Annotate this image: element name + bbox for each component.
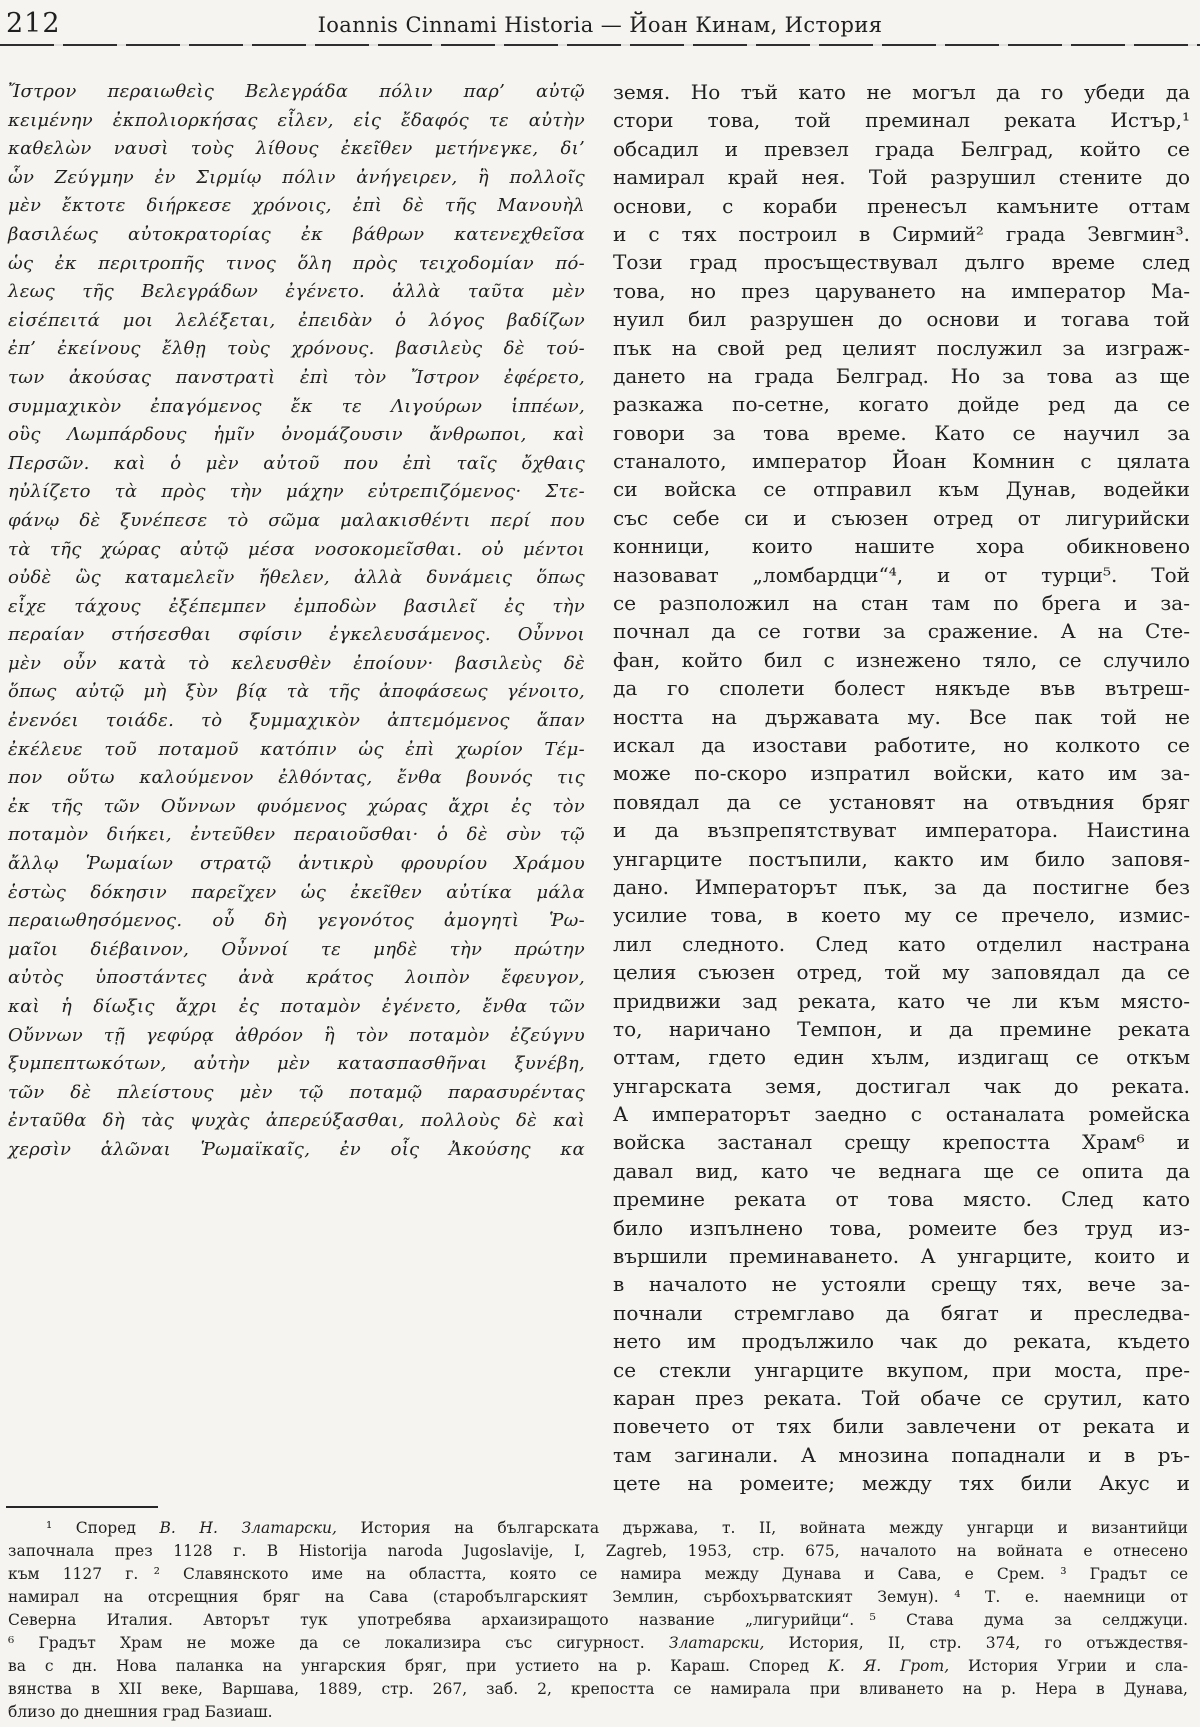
bulgarian-text-line: придвижи зад реката, като че ли към място- xyxy=(613,988,1190,1013)
bulgarian-text-line: станалото, император Йоан Комнин с цялата xyxy=(613,449,1190,474)
bulgarian-text-line: войска застанал срещу крепостта Храм⁶ и xyxy=(613,1130,1190,1155)
plain-text: към 1127 г. ² Славянското име на областта, която се намира между Дунава и Сава, е Срем. ³ Градът се xyxy=(8,1565,1188,1583)
greek-text-line: Οὔννων τῇ γεφύρᾳ ἀθρόον ἣ τὸν ποταμὸν ἐζεύγνυ xyxy=(8,1024,585,1046)
bulgarian-text-line: премине реката от това място. След като xyxy=(613,1187,1190,1212)
bulgarian-text-line: пък на свой ред целият послужил за изграж- xyxy=(613,335,1190,360)
plain-text: намирал на отсрещния бряг на Сава (старобългарският Землин, сърбохърватският Земун). ⁴ Т. е. наемници от xyxy=(8,1588,1188,1606)
bulgarian-text-line: назовават „ломбардци“⁴, и от турци⁵. Той xyxy=(613,562,1190,587)
bulgarian-text-line: обсадил и превзел града Белград, който се xyxy=(613,136,1190,161)
bulgarian-text-line: се стекли унгарците вкупом, при моста, пре- xyxy=(613,1357,1190,1382)
plain-text: ¹ Според xyxy=(46,1519,160,1537)
greek-text-line: Περσῶν. καὶ ὁ μὲν αὐτοῦ που ἐπὶ ταῖς ὄχθαις xyxy=(8,452,585,474)
greek-text-line: ξυμπεπτωκότων, αὐτὴν μὲν κατασπασθῆναι ξυνέβη, xyxy=(8,1053,585,1075)
bulgarian-text-line: дането на града Белград. Но за това аз ще xyxy=(613,363,1190,388)
bulgarian-text-line: и да възпрепятствуват императора. Наистина xyxy=(613,818,1190,843)
greek-text-line: βασιλέως αὐτοκρατορίας ἐκ βάθρων κατενεχθεῖσα xyxy=(8,223,585,245)
bulgarian-text-line: Този град просъществувал дълго време след xyxy=(613,250,1190,275)
bulgarian-text-line: цете на ромеите; между тях били Акус и xyxy=(613,1471,1190,1496)
greek-text-line: ποταμὸν διήκει, ἐντεῦθεν περαιοῦσθαι· ὁ δὲ σὺν τῷ xyxy=(8,824,585,846)
footnotes-block xyxy=(8,1517,1188,1724)
greek-text-line: ἐκ τῆς τῶν Οὔννων φυόμενος χώρας ἄχρι ἐς τὸν xyxy=(8,795,585,817)
footnote-line xyxy=(8,1609,1188,1632)
bulgarian-text-line: повядал да се установят на отвъдния бряг xyxy=(613,789,1190,814)
greek-text-line: των ἀκούσας πανστρατὶ ἐπὶ τὸν Ἴστρον ἐφέρετο, xyxy=(8,366,585,388)
bulgarian-text-line: нето им продължило чак до реката, където xyxy=(613,1329,1190,1354)
bulgarian-text-line: оттам, гдето един хълм, издигащ се откъм xyxy=(613,1045,1190,1070)
plain-text: вянства в XII веке, Варшава, 1889, стр. 267, заб. 2, крепостта се намирала при вливането на р. Нера в Дунава, xyxy=(8,1680,1188,1698)
greek-text-line: οὐδὲ ὣς καταμελεῖν ἤθελεν, ἀλλὰ δυνάμεις ὅπως xyxy=(8,567,585,589)
greek-text-line: τὰ τῆς χώρας αὐτῷ μέσα νοσοκομεῖσθαι. οὐ μέντοι xyxy=(8,538,585,560)
greek-text-line: αὐτὸς ὑποστάντες ἀνὰ κράτος λοιπὸν ἔφευγον, xyxy=(8,967,585,989)
bulgarian-text-line: унгарците постъпили, както им било заповя- xyxy=(613,846,1190,871)
bulgarian-text-line: да го сполети болест някъде във вътреш- xyxy=(613,676,1190,701)
greek-text-line: μὲν ἔκτοτε διήρκεσε χρόνοις, ἐπὶ δὲ τῆς Μανουὴλ xyxy=(8,195,585,217)
bulgarian-text-line: това, но през царуването на император Ма- xyxy=(613,278,1190,303)
italic-text: Златарски, xyxy=(668,1634,765,1652)
bulgarian-text-line: вършили преминаването. А унгарците, които и xyxy=(613,1244,1190,1269)
bulgarian-text-line: се разположил на стан там по брега и за- xyxy=(613,591,1190,616)
plain-text: близо до днешния град Базиаш. xyxy=(8,1703,273,1721)
bulgarian-text-line: нуил бил разрушен до основи и тогава той xyxy=(613,307,1190,332)
footnote-line xyxy=(8,1517,1188,1540)
greek-text-line: οὓς Λωμπάρδους ἡμῖν ὀνομάζουσιν ἄνθρωποι, καὶ xyxy=(8,424,585,446)
page-header xyxy=(0,0,1200,46)
bulgarian-text-line: и с тях построил в Сирмий² града Зевгмин³. xyxy=(613,221,1190,246)
bulgarian-text-line: усилие това, в което му се пречело, измис- xyxy=(613,903,1190,928)
bulgarian-text-line: разкажа по-сетне, когато дойде ред да се xyxy=(613,392,1190,417)
bulgarian-text-line: унгарската земя, достигал чак до реката. xyxy=(613,1073,1190,1098)
bulgarian-text-line: там загинали. А мнозина попаднали и в ръ- xyxy=(613,1442,1190,1467)
bulgarian-text-line: фан, който бил с изнежено тяло, се случило xyxy=(613,647,1190,672)
bulgarian-text-line: лил следното. След като отделил настрана xyxy=(613,931,1190,956)
greek-text-line: μαῖοι διέβαινον, Οὖννοί τε μηδὲ τὴν πρώτην xyxy=(8,938,585,960)
page-number: 212 xyxy=(6,8,61,39)
bulgarian-text-line: било изпълнено това, ромеите без труд из- xyxy=(613,1215,1190,1240)
greek-text-line: συμμαχικὸν ἐπαγόμενος ἔκ τε Λιγούρων ἱππέων, xyxy=(8,395,585,417)
bulgarian-text-line: А императорът заедно с останалата ромейска xyxy=(613,1102,1190,1127)
bulgarian-text-line: в началото не устояли срещу тях, вече за- xyxy=(613,1272,1190,1297)
greek-text-line: ἐκέλευε τοῦ ποταμοῦ κατόπιν ὡς ἐπὶ χωρίον Τέμ- xyxy=(8,738,585,760)
bulgarian-text-line: то, наричано Темпон, и да премине реката xyxy=(613,1016,1190,1041)
italic-text: К. Я. Грот, xyxy=(827,1657,950,1675)
greek-text-line: ηὐλίζετο τὰ πρὸς τὴν μάχην εὐτρεπιζόμενος· Στε- xyxy=(8,481,585,503)
footnote-line xyxy=(8,1586,1188,1609)
greek-text-line: ὅπως αὐτῷ μὴ ξὺν βίᾳ τὰ τῆς ἀποφάσεως γένοιτο, xyxy=(8,681,585,703)
plain-text: Северна Италия. Авторът тук употребява архаизиращото название „лигурийци“. ⁵ Става дума за селджуци. xyxy=(8,1611,1188,1629)
greek-text-line: ἐνταῦθα δὴ τὰς ψυχὰς ἀπερεύξασθαι, πολλοὺς δὲ καὶ xyxy=(8,1110,585,1132)
bulgarian-text-line: си войска се отправил към Дунав, водейки xyxy=(613,477,1190,502)
bulgarian-text-line: почнали стремглаво да бягат и преследва- xyxy=(613,1300,1190,1325)
greek-text-line: Ἴστρον περαιωθεὶς Βελεγράδα πόλιν παρ’ αὐτῷ xyxy=(8,81,585,102)
greek-text-line: τῶν δὲ πλείστους μὲν τῷ ποταμῷ παρασυρέντας xyxy=(8,1081,585,1103)
greek-text-line: λεως τῆς Βελεγράδων ἐγένετο. ἀλλὰ ταῦτα μὲν xyxy=(8,281,585,303)
greek-text-line: μὲν οὖν κατὰ τὸ κελευσθὲν ἐποίουν· βασιλεὺς δὲ xyxy=(8,652,585,674)
bulgarian-text-line: основи, с кораби пренесъл камъните оттам xyxy=(613,193,1190,218)
bulgarian-text-line: повечето от тях били завлечени от реката и xyxy=(613,1414,1190,1439)
bulgarian-text-line: земя. Но тъй като не могъл да го убеди да xyxy=(613,80,1190,104)
bulgarian-text-line: може по-скоро изпратил войски, като им за- xyxy=(613,761,1190,786)
footnote-line xyxy=(8,1701,1188,1724)
bulgarian-text-line: ността на държавата му. Все пак той не xyxy=(613,704,1190,729)
greek-text-line: κειμένην ἐκπολιορκήσας εἷλεν, εἰς ἔδαφός τε αὐτὴν xyxy=(8,109,585,131)
greek-text-line: εἰσέπειτά μοι λελέξεται, ἐπειδὰν ὁ λόγος βαδίζων xyxy=(8,309,585,331)
bulgarian-text-line: каран през реката. Той обаче се срутил, като xyxy=(613,1385,1190,1410)
footnote-line xyxy=(8,1563,1188,1586)
plain-text: История на българската държава, т. II, войната между унгарци и византийци xyxy=(336,1519,1188,1537)
footnote-line xyxy=(8,1678,1188,1701)
bulgarian-text-line: дано. Императорът пък, за да постигне без xyxy=(613,874,1190,899)
greek-text-line: εἶχε τάχους ἐξέπεμπεν ἐμποδὼν βασιλεῖ ἐς τὴν xyxy=(8,595,585,617)
bulgarian-text-column xyxy=(613,78,1190,1498)
plain-text: ва с дн. Нова паланка на унгарския бряг, при устието на р. Караш. Според xyxy=(8,1657,828,1675)
text-columns xyxy=(8,78,1190,1498)
greek-text-line: ἐπ’ ἐκείνους ἔλθῃ τοὺς χρόνους. βασιλεὺς δὲ τού- xyxy=(8,338,585,360)
running-title: Ioannis Cinnami Historia — Йоан Кинам, История xyxy=(317,13,883,37)
bulgarian-text-line: със себе си и съюзен отред от лигурийски xyxy=(613,505,1190,530)
bulgarian-text-line: говори за това време. Като се научил за xyxy=(613,420,1190,445)
plain-text: започнала през 1128 г. В Historija naroda Jugoslavije, I, Zagreb, 1953, стр. 675, началото на войната е отнесено xyxy=(8,1542,1188,1560)
greek-text-line: ἐνενόει τοιάδε. τὸ ξυμμαχικὸν ἀπτεμόμενος ἅπαν xyxy=(8,710,585,732)
plain-text: История, II, стр. 374, го отъждествя- xyxy=(764,1634,1188,1652)
footnote-separator-rule xyxy=(6,1506,158,1508)
greek-text-line: πον οὕτω καλούμενον ἐλθόντας, ἔνθα βουνός τις xyxy=(8,767,585,789)
greek-text-line: καὶ ἡ δίωξις ἄχρι ἐς ποταμὸν ἐγένετο, ἔνθα τῶν xyxy=(8,996,585,1017)
greek-text-line: ἑστὼς δόκησιν παρεῖχεν ὡς ἐκεῖθεν αὐτίκα μάλα xyxy=(8,881,585,903)
greek-text-line: χερσὶν ἁλῶναι Ῥωμαϊκαῖς, ἐν οἷς Ἀκούσης κα xyxy=(8,1138,585,1160)
bulgarian-text-line: целия съюзен отред, той му заповядал да се xyxy=(613,960,1190,985)
header-rule xyxy=(0,44,1200,46)
greek-text-line: καθελὼν ναυσὶ τοὺς λίθους ἐκεῖθεν μετήνεγκε, δι’ xyxy=(8,138,585,160)
bulgarian-text-line: стори това, той преминал реката Истър,¹ xyxy=(613,108,1190,133)
greek-text-line: ἄλλῳ Ῥωμαίων στρατῷ ἀντικρὺ φρουρίου Χράμου xyxy=(8,853,585,875)
bulgarian-text-line: давал вид, като че веднага ще се опита да xyxy=(613,1158,1190,1183)
italic-text: В. Н. Златарски, xyxy=(159,1519,337,1537)
bulgarian-text-line: искал да изостави работите, но колкото се xyxy=(613,732,1190,757)
greek-text-line: περαίαν στήσεσθαι σφίσιν ἐγκελευσάμενος. Οὖννοι xyxy=(8,624,585,646)
bulgarian-text-line: конници, които нашите хора обикновено xyxy=(613,534,1190,559)
greek-text-column xyxy=(8,78,585,1498)
plain-text: История Угрии и сла- xyxy=(949,1657,1188,1675)
greek-text-line: ὧν Ζεύγμην ἐν Σιρμίῳ πόλιν ἀνήγειρεν, ἣ πολλοῖς xyxy=(8,166,585,188)
bulgarian-text-line: намирал край нея. Той разрушил стените до xyxy=(613,165,1190,190)
greek-text-line: ὡς ἐκ περιτροπῆς τινος ὅλη πρὸς τειχοδομίαν πό- xyxy=(8,252,585,274)
greek-text-line: περαιωθησόμενος. οὗ δὴ γεγονότος ἀμογητὶ Ῥω- xyxy=(8,910,585,932)
bulgarian-text-line: почнал да се готви за сражение. А на Сте- xyxy=(613,619,1190,644)
footnote-line xyxy=(8,1655,1188,1678)
plain-text: ⁶ Градът Храм не може да се локализира със сигурност. xyxy=(8,1634,669,1652)
footnote-line xyxy=(8,1540,1188,1563)
footnote-line xyxy=(8,1632,1188,1655)
greek-text-line: φάνῳ δὲ ξυνέπεσε τὸ σῶμα μαλακισθέντι περί που xyxy=(8,509,585,531)
